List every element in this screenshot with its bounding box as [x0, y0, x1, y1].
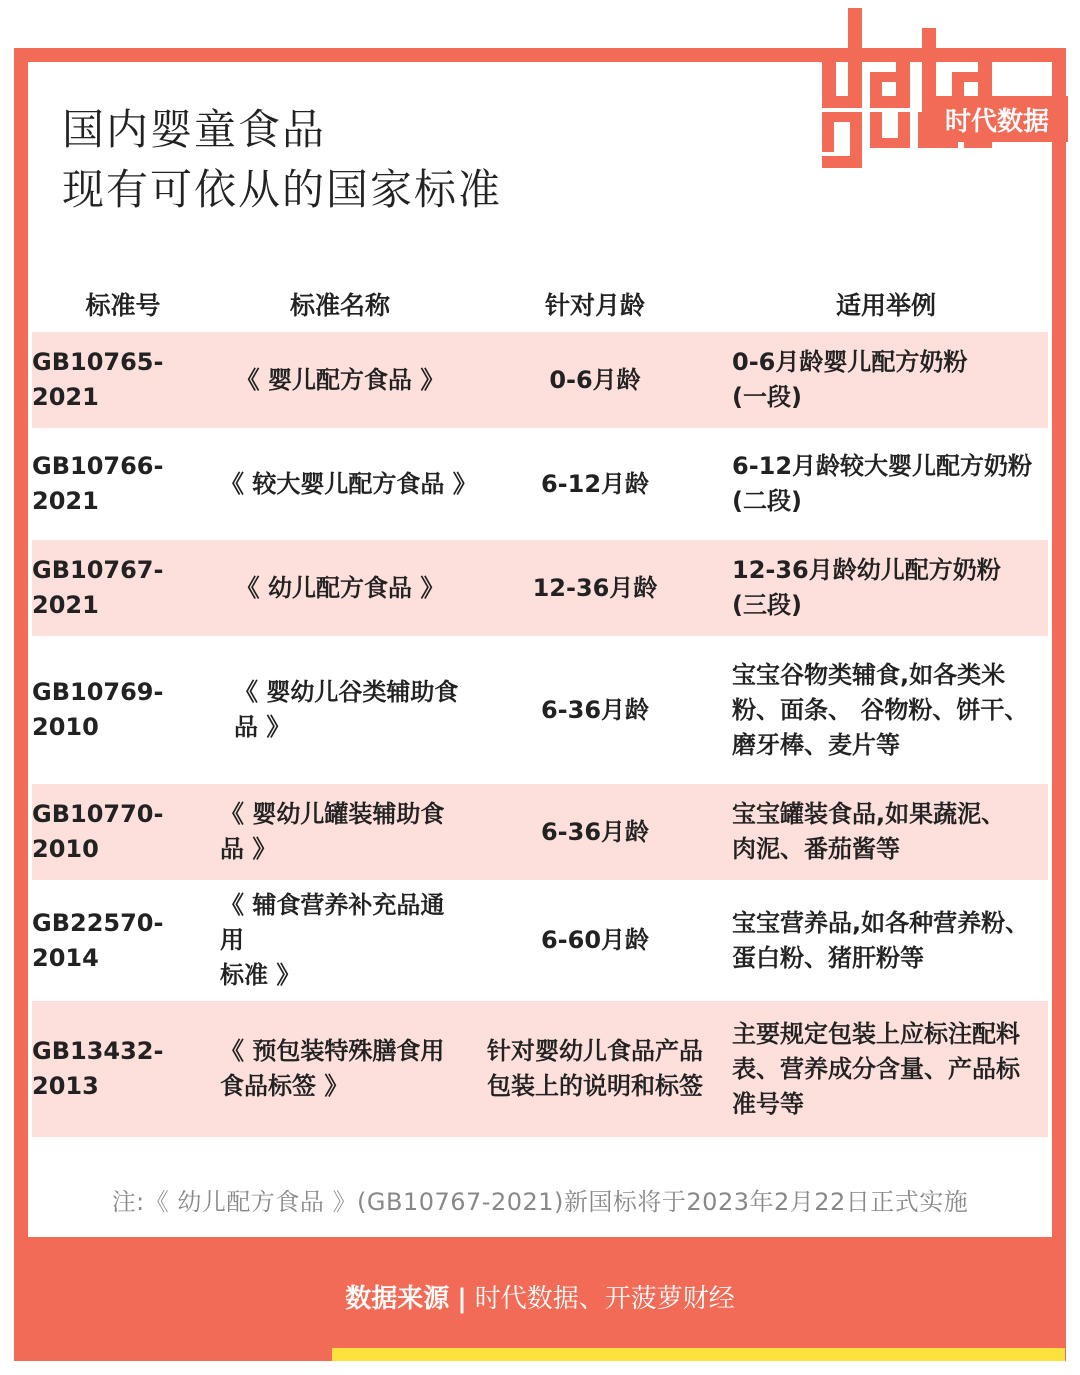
name-line: 品 》 — [234, 713, 291, 741]
standard-name: 《 较大婴儿配方食品 》 — [214, 436, 466, 540]
standard-code: GB10766-2021 — [32, 436, 214, 540]
standard-code: GB10767-2021 — [32, 540, 214, 644]
target-age: 6-60月龄 — [466, 888, 724, 1001]
example-line: 准号等 — [732, 1089, 804, 1118]
table-row — [32, 784, 1048, 888]
target-age: 6-36月龄 — [466, 644, 724, 784]
title-line-2: 现有可依从的国家标准 — [62, 165, 503, 214]
example-cell — [724, 436, 1048, 540]
name-line: 《 预包装特殊膳食用 — [220, 1037, 445, 1065]
example-line: 宝宝营养品,如各种营养粉、 — [732, 908, 1030, 937]
example-line: 肉泥、番茄酱等 — [732, 835, 900, 863]
age-line: 包装上的说明和标签 — [487, 1072, 703, 1100]
example-line: 蛋白粉、猪肝粉等 — [732, 943, 924, 972]
standard-code: GB10765-2021 — [32, 332, 214, 436]
standard-name — [214, 888, 466, 1001]
footnote: 注:《 幼儿配方食品 》(GB10767-2021)新国标将于2023年2月22日正式实施 — [111, 1188, 969, 1216]
example-cell — [724, 1001, 1048, 1145]
target-age: 0-6月龄 — [466, 332, 724, 436]
standard-code: GB13432-2013 — [32, 1001, 214, 1145]
example-line: 12-36月龄幼儿配方奶粉 — [732, 556, 1001, 584]
source-separator: | — [457, 1284, 467, 1314]
target-age: 6-36月龄 — [466, 784, 724, 888]
standard-code: GB22570-2014 — [32, 888, 214, 1001]
example-line: 粉、面条、 谷物粉、饼干、 — [732, 695, 1029, 724]
table-row — [32, 332, 1048, 436]
table-row — [32, 436, 1048, 540]
name-line: 《 辅食营养补充品通用 — [220, 891, 445, 954]
example-cell — [724, 332, 1048, 436]
example-cell — [724, 888, 1048, 1001]
example-line: 磨牙棒、麦片等 — [732, 730, 900, 759]
example-line: 宝宝谷物类辅食,如各类米 — [732, 660, 1006, 689]
logo-cn-text: 时代数据 — [944, 107, 1050, 137]
table-header-row — [32, 276, 1048, 332]
target-age: 12-36月龄 — [466, 540, 724, 644]
header-age: 针对月龄 — [544, 291, 645, 320]
standard-name — [214, 644, 466, 784]
example-line: (一段) — [732, 383, 802, 411]
table-row — [32, 1001, 1048, 1145]
header-code: 标准号 — [85, 291, 161, 320]
example-line: 主要规定包装上应标注配料 — [732, 1019, 1020, 1048]
page-title — [62, 100, 502, 220]
standard-name — [214, 1001, 466, 1145]
name-line: 食品标签 》 — [220, 1072, 349, 1100]
standard-name: 《 幼儿配方食品 》 — [214, 540, 466, 644]
age-line: 针对婴幼儿食品产品 — [487, 1037, 703, 1065]
standard-code: GB10769-2010 — [32, 644, 214, 784]
example-line: 6-12月龄较大婴儿配方奶粉 — [732, 452, 1033, 480]
example-line: 0-6月龄婴儿配方奶粉 — [732, 348, 968, 376]
source-label: 数据来源 — [345, 1284, 450, 1314]
standard-code: GB10770-2010 — [32, 784, 214, 888]
title-line-1: 国内婴童食品 — [62, 105, 327, 154]
example-line: (二段) — [732, 487, 802, 515]
data-source — [0, 1278, 1080, 1315]
table-row — [32, 888, 1048, 1001]
standard-name: 《 婴儿配方食品 》 — [214, 332, 466, 436]
accent-bar — [332, 1348, 1065, 1361]
target-age — [466, 1001, 724, 1145]
example-line: (三段) — [732, 591, 802, 619]
table-row — [32, 540, 1048, 644]
example-cell — [724, 644, 1048, 784]
name-line: 标准 》 — [220, 961, 301, 989]
header-example: 适用举例 — [835, 291, 936, 320]
table-row — [32, 644, 1048, 784]
standard-name: 《 婴幼儿罐装辅助食品 》 — [214, 784, 466, 888]
example-line: 表、营养成分含量、产品标 — [732, 1054, 1020, 1083]
example-cell — [724, 540, 1048, 644]
header-name: 标准名称 — [289, 291, 390, 320]
source-text: 时代数据、开菠萝财经 — [474, 1284, 735, 1314]
target-age: 6-12月龄 — [466, 436, 724, 540]
standards-table — [32, 276, 1048, 1145]
name-line: 《 婴幼儿谷类辅助食 — [234, 678, 459, 706]
example-cell — [724, 784, 1048, 888]
example-line: 宝宝罐装食品,如果蔬泥、 — [732, 800, 1006, 828]
datagood-logo — [822, 8, 1068, 168]
